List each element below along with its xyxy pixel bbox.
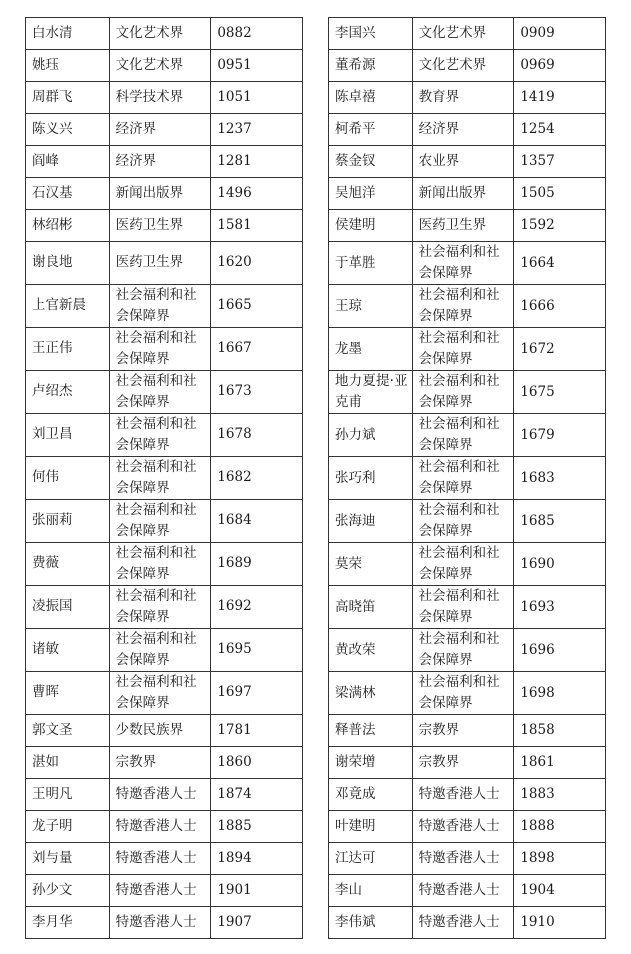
member-sector: 宗教界	[109, 746, 211, 778]
member-name: 高晓笛	[329, 586, 413, 629]
table-row	[329, 328, 606, 371]
table-row	[26, 327, 303, 370]
table-row	[329, 414, 606, 457]
member-name: 吴旭洋	[329, 178, 413, 210]
member-name: 地力夏提·亚克甫	[329, 371, 413, 414]
table-row	[329, 875, 606, 907]
table-row	[26, 778, 303, 810]
member-sector: 农业界	[412, 146, 514, 178]
table-row	[26, 810, 303, 842]
member-name: 李月华	[26, 906, 110, 938]
member-table-left	[25, 17, 303, 939]
member-name: 陈卓禧	[329, 82, 413, 114]
member-name: 叶建明	[329, 811, 413, 843]
member-sector: 科学技术界	[109, 82, 211, 114]
member-name: 张巧利	[329, 457, 413, 500]
member-sector: 特邀香港人士	[109, 906, 211, 938]
member-sector: 新闻出版界	[109, 178, 211, 210]
member-sector: 特邀香港人士	[109, 842, 211, 874]
member-number: 1888	[514, 811, 606, 843]
member-name: 陈义兴	[26, 114, 110, 146]
member-sector: 文化艺术界	[109, 50, 211, 82]
member-sector: 特邀香港人士	[412, 811, 514, 843]
member-sector: 特邀香港人士	[412, 779, 514, 811]
table-row	[329, 210, 606, 242]
member-number: 1051	[211, 82, 303, 114]
member-name: 石汉基	[26, 178, 110, 210]
table-row	[26, 114, 303, 146]
member-number: 1692	[211, 585, 303, 628]
table-row	[329, 242, 606, 285]
member-number: 1690	[514, 543, 606, 586]
member-name: 董希源	[329, 50, 413, 82]
table-row	[26, 906, 303, 938]
table-row	[26, 671, 303, 714]
member-number: 0969	[514, 50, 606, 82]
member-number: 1592	[514, 210, 606, 242]
member-name: 刘卫昌	[26, 413, 110, 456]
member-name: 王琼	[329, 285, 413, 328]
member-number: 1673	[211, 370, 303, 413]
table-row	[26, 842, 303, 874]
member-name: 谢荣增	[329, 747, 413, 779]
member-sector: 宗教界	[412, 747, 514, 779]
member-name: 释普法	[329, 715, 413, 747]
member-number: 0882	[211, 18, 303, 50]
table-row	[26, 242, 303, 285]
table-row	[329, 178, 606, 210]
member-sector: 社会福利和社会保障界	[412, 500, 514, 543]
table-row	[329, 82, 606, 114]
member-sector: 社会福利和社会保障界	[412, 543, 514, 586]
member-number: 1781	[211, 714, 303, 746]
member-name: 龙子明	[26, 810, 110, 842]
member-number: 0951	[211, 50, 303, 82]
table-row	[329, 146, 606, 178]
member-name: 曹晖	[26, 671, 110, 714]
member-sector: 社会福利和社会保障界	[109, 671, 211, 714]
member-sector: 社会福利和社会保障界	[412, 328, 514, 371]
member-number: 1907	[211, 906, 303, 938]
member-number: 1904	[514, 875, 606, 907]
member-name: 湛如	[26, 746, 110, 778]
member-name: 何伟	[26, 456, 110, 499]
member-number: 1695	[211, 628, 303, 671]
member-number: 1910	[514, 907, 606, 939]
member-sector: 医药卫生界	[412, 210, 514, 242]
member-number: 1689	[211, 542, 303, 585]
table-row	[26, 82, 303, 114]
member-sector: 特邀香港人士	[412, 907, 514, 939]
member-name: 林绍彬	[26, 210, 110, 242]
member-sector: 社会福利和社会保障界	[109, 542, 211, 585]
member-number: 1581	[211, 210, 303, 242]
table-row	[329, 843, 606, 875]
member-sector: 文化艺术界	[109, 18, 211, 50]
member-name: 白水清	[26, 18, 110, 50]
member-sector: 少数民族界	[109, 714, 211, 746]
table-row	[329, 747, 606, 779]
table-row	[329, 457, 606, 500]
member-name: 龙墨	[329, 328, 413, 371]
member-number: 1860	[211, 746, 303, 778]
table-row	[329, 50, 606, 82]
member-name: 费薇	[26, 542, 110, 585]
table-row	[329, 18, 606, 50]
member-number: 1281	[211, 146, 303, 178]
member-name: 郭文圣	[26, 714, 110, 746]
table-row	[26, 585, 303, 628]
member-number: 1237	[211, 114, 303, 146]
table-row	[329, 371, 606, 414]
member-number: 1666	[514, 285, 606, 328]
member-name: 江达可	[329, 843, 413, 875]
member-name: 莫荣	[329, 543, 413, 586]
member-name: 李伟斌	[329, 907, 413, 939]
table-row	[329, 629, 606, 672]
member-name: 阎峰	[26, 146, 110, 178]
member-sector: 社会福利和社会保障界	[109, 456, 211, 499]
member-sector: 文化艺术界	[412, 50, 514, 82]
table-row	[329, 779, 606, 811]
member-sector: 社会福利和社会保障界	[412, 672, 514, 715]
member-name: 蔡金钗	[329, 146, 413, 178]
member-sector: 医药卫生界	[109, 242, 211, 285]
member-sector: 社会福利和社会保障界	[412, 242, 514, 285]
table-row	[26, 456, 303, 499]
member-sector: 社会福利和社会保障界	[109, 284, 211, 327]
member-sector: 社会福利和社会保障界	[412, 414, 514, 457]
member-sector: 教育界	[412, 82, 514, 114]
table-row	[329, 672, 606, 715]
member-sector: 社会福利和社会保障界	[109, 327, 211, 370]
table-row	[26, 628, 303, 671]
member-sector: 特邀香港人士	[412, 875, 514, 907]
member-name: 上官新晨	[26, 284, 110, 327]
member-name: 姚珏	[26, 50, 110, 82]
member-name: 张海迪	[329, 500, 413, 543]
member-number: 1672	[514, 328, 606, 371]
table-row	[26, 146, 303, 178]
member-name: 于革胜	[329, 242, 413, 285]
member-sector: 社会福利和社会保障界	[109, 413, 211, 456]
member-number: 1667	[211, 327, 303, 370]
member-sector: 文化艺术界	[412, 18, 514, 50]
member-number: 1665	[211, 284, 303, 327]
member-name: 李国兴	[329, 18, 413, 50]
table-row	[329, 586, 606, 629]
table-row	[26, 542, 303, 585]
member-number: 1861	[514, 747, 606, 779]
table-row	[26, 370, 303, 413]
member-number: 1874	[211, 778, 303, 810]
member-sector: 社会福利和社会保障界	[412, 586, 514, 629]
table-row	[329, 285, 606, 328]
member-name: 诸敏	[26, 628, 110, 671]
member-name: 孙少文	[26, 874, 110, 906]
member-number: 1683	[514, 457, 606, 500]
member-name: 侯建明	[329, 210, 413, 242]
member-number: 1698	[514, 672, 606, 715]
member-name: 王明凡	[26, 778, 110, 810]
member-sector: 经济界	[412, 114, 514, 146]
member-number: 1894	[211, 842, 303, 874]
table-row	[26, 178, 303, 210]
member-number: 0909	[514, 18, 606, 50]
member-name: 邓竟成	[329, 779, 413, 811]
member-number: 1496	[211, 178, 303, 210]
member-number: 1901	[211, 874, 303, 906]
member-number: 1254	[514, 114, 606, 146]
member-name: 刘与量	[26, 842, 110, 874]
member-name: 李山	[329, 875, 413, 907]
table-row	[26, 714, 303, 746]
member-number: 1419	[514, 82, 606, 114]
member-number: 1682	[211, 456, 303, 499]
member-name: 柯希平	[329, 114, 413, 146]
member-sector: 社会福利和社会保障界	[109, 585, 211, 628]
member-number: 1696	[514, 629, 606, 672]
member-sector: 宗教界	[412, 715, 514, 747]
member-number: 1357	[514, 146, 606, 178]
member-name: 王正伟	[26, 327, 110, 370]
member-table-right	[328, 17, 606, 939]
member-name: 谢良地	[26, 242, 110, 285]
table-row	[26, 874, 303, 906]
member-sector: 特邀香港人士	[412, 843, 514, 875]
member-name: 孙力斌	[329, 414, 413, 457]
member-number: 1684	[211, 499, 303, 542]
member-sector: 社会福利和社会保障界	[412, 285, 514, 328]
table-row	[26, 210, 303, 242]
member-sector: 社会福利和社会保障界	[109, 499, 211, 542]
table-row	[329, 114, 606, 146]
member-number: 1885	[211, 810, 303, 842]
member-number: 1678	[211, 413, 303, 456]
member-sector: 新闻出版界	[412, 178, 514, 210]
member-sector: 经济界	[109, 146, 211, 178]
member-number: 1679	[514, 414, 606, 457]
member-number: 1693	[514, 586, 606, 629]
member-number: 1675	[514, 371, 606, 414]
table-row	[26, 284, 303, 327]
member-number: 1883	[514, 779, 606, 811]
member-sector: 社会福利和社会保障界	[109, 370, 211, 413]
member-sector: 社会福利和社会保障界	[109, 628, 211, 671]
table-row	[329, 811, 606, 843]
table-row	[329, 500, 606, 543]
table-row	[26, 50, 303, 82]
member-name: 黄改荣	[329, 629, 413, 672]
member-sector: 社会福利和社会保障界	[412, 371, 514, 414]
member-sector: 社会福利和社会保障界	[412, 457, 514, 500]
table-row	[329, 543, 606, 586]
table-row	[26, 746, 303, 778]
member-sector: 经济界	[109, 114, 211, 146]
member-number: 1697	[211, 671, 303, 714]
member-number: 1898	[514, 843, 606, 875]
table-row	[329, 907, 606, 939]
member-name: 梁满林	[329, 672, 413, 715]
member-name: 张丽莉	[26, 499, 110, 542]
member-number: 1858	[514, 715, 606, 747]
member-sector: 特邀香港人士	[109, 874, 211, 906]
member-number: 1664	[514, 242, 606, 285]
table-row	[26, 499, 303, 542]
table-row	[26, 413, 303, 456]
member-number: 1620	[211, 242, 303, 285]
member-sector: 社会福利和社会保障界	[412, 629, 514, 672]
member-number: 1505	[514, 178, 606, 210]
table-row	[26, 18, 303, 50]
member-sector: 医药卫生界	[109, 210, 211, 242]
member-number: 1685	[514, 500, 606, 543]
member-name: 卢绍杰	[26, 370, 110, 413]
member-name: 周群飞	[26, 82, 110, 114]
member-name: 凌振国	[26, 585, 110, 628]
member-sector: 特邀香港人士	[109, 778, 211, 810]
member-sector: 特邀香港人士	[109, 810, 211, 842]
table-row	[329, 715, 606, 747]
